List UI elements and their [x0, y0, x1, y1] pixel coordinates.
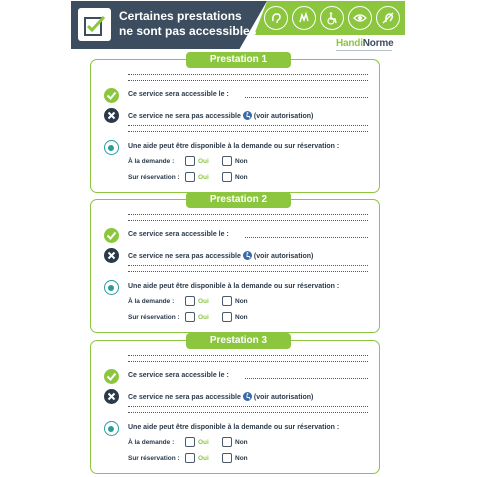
accessible-date-label: Ce service sera accessible le :: [128, 372, 229, 379]
date-dotted-line: [245, 378, 368, 379]
page-header: [71, 1, 405, 49]
date-dotted-line: [245, 237, 368, 238]
hearing-aid-icon: [264, 6, 288, 30]
on-demand-yes-label: Oui: [198, 158, 209, 165]
on-demand-no-label: Non: [235, 158, 248, 165]
not-accessible-label: Ce service ne sera pas accessible (voir autorisation): [128, 113, 314, 120]
on-reservation-yes-label: Oui: [198, 314, 209, 321]
dotted-line: [128, 406, 368, 407]
dotted-line: [128, 220, 368, 221]
on-reservation-no-label: Non: [235, 314, 248, 321]
on-reservation-yes-checkbox[interactable]: [185, 172, 195, 182]
brand-name: HandiNorme: [336, 38, 394, 49]
not-accessible-label: Ce service ne sera pas accessible (voir autorisation): [128, 253, 314, 260]
on-demand-label: À la demande :: [128, 439, 175, 446]
dotted-line: [128, 271, 368, 272]
on-reservation-no-checkbox[interactable]: [222, 312, 232, 322]
prestation-tag: Prestation 1: [186, 52, 291, 68]
on-reservation-no-label: Non: [235, 174, 248, 181]
check-icon: [104, 228, 119, 243]
aid-available-label: Une aide peut être disponible à la demande ou sur réservation :: [128, 424, 340, 431]
on-reservation-no-label: Non: [235, 455, 248, 462]
on-reservation-yes-checkbox[interactable]: [185, 453, 195, 463]
on-demand-yes-label: Oui: [198, 439, 209, 446]
cross-icon: [104, 389, 119, 404]
on-reservation-yes-label: Oui: [198, 455, 209, 462]
dotted-line: [128, 74, 368, 75]
sign-language-icon: [292, 6, 316, 30]
on-demand-no-checkbox[interactable]: [222, 296, 232, 306]
prestation-card-1: [90, 54, 380, 193]
dotted-line: [128, 265, 368, 266]
dotted-line: [128, 80, 368, 81]
on-demand-yes-checkbox[interactable]: [185, 437, 195, 447]
on-reservation-yes-label: Oui: [198, 174, 209, 181]
aid-available-label: Une aide peut être disponible à la demande ou sur réservation :: [128, 143, 340, 150]
accessible-date-label: Ce service sera accessible le :: [128, 231, 229, 238]
page-title: Certaines prestations ne sont pas accessibles: [119, 9, 257, 38]
aid-icon: [104, 140, 119, 155]
eye-icon: [348, 6, 372, 30]
on-demand-no-label: Non: [235, 298, 248, 305]
prestation-card-3: [90, 335, 380, 474]
on-reservation-yes-checkbox[interactable]: [185, 312, 195, 322]
wheelchair-icon: [243, 392, 252, 401]
cross-icon: [104, 248, 119, 263]
wheelchair-icon: [243, 111, 252, 120]
on-demand-label: À la demande :: [128, 298, 175, 305]
on-demand-yes-checkbox[interactable]: [185, 156, 195, 166]
accessibility-icons: [264, 6, 400, 30]
prestation-tag: Prestation 3: [186, 333, 291, 349]
checklist-logo-icon: [78, 8, 111, 41]
on-demand-no-label: Non: [235, 439, 248, 446]
on-demand-yes-checkbox[interactable]: [185, 296, 195, 306]
on-reservation-label: Sur réservation :: [128, 314, 180, 321]
cross-icon: [104, 108, 119, 123]
aid-icon: [104, 280, 119, 295]
not-accessible-label: Ce service ne sera pas accessible (voir autorisation): [128, 394, 314, 401]
on-demand-no-checkbox[interactable]: [222, 437, 232, 447]
on-demand-label: À la demande :: [128, 158, 175, 165]
prestation-card-2: [90, 194, 380, 333]
on-reservation-label: Sur réservation :: [128, 455, 180, 462]
date-dotted-line: [245, 97, 368, 98]
dotted-line: [128, 131, 368, 132]
on-reservation-label: Sur réservation :: [128, 174, 180, 181]
dotted-line: [128, 125, 368, 126]
accessible-date-label: Ce service sera accessible le :: [128, 91, 229, 98]
on-reservation-no-checkbox[interactable]: [222, 172, 232, 182]
wheelchair-icon: [320, 6, 344, 30]
dotted-line: [128, 361, 368, 362]
wheelchair-icon: [243, 251, 252, 260]
dotted-line: [128, 412, 368, 413]
check-icon: [104, 369, 119, 384]
brand-underline: [336, 50, 392, 51]
deaf-ear-icon: [376, 6, 400, 30]
on-demand-yes-label: Oui: [198, 298, 209, 305]
aid-available-label: Une aide peut être disponible à la demande ou sur réservation :: [128, 283, 340, 290]
prestation-tag: Prestation 2: [186, 192, 291, 208]
on-reservation-no-checkbox[interactable]: [222, 453, 232, 463]
on-demand-no-checkbox[interactable]: [222, 156, 232, 166]
dotted-line: [128, 214, 368, 215]
dotted-line: [128, 355, 368, 356]
check-icon: [104, 88, 119, 103]
aid-icon: [104, 421, 119, 436]
